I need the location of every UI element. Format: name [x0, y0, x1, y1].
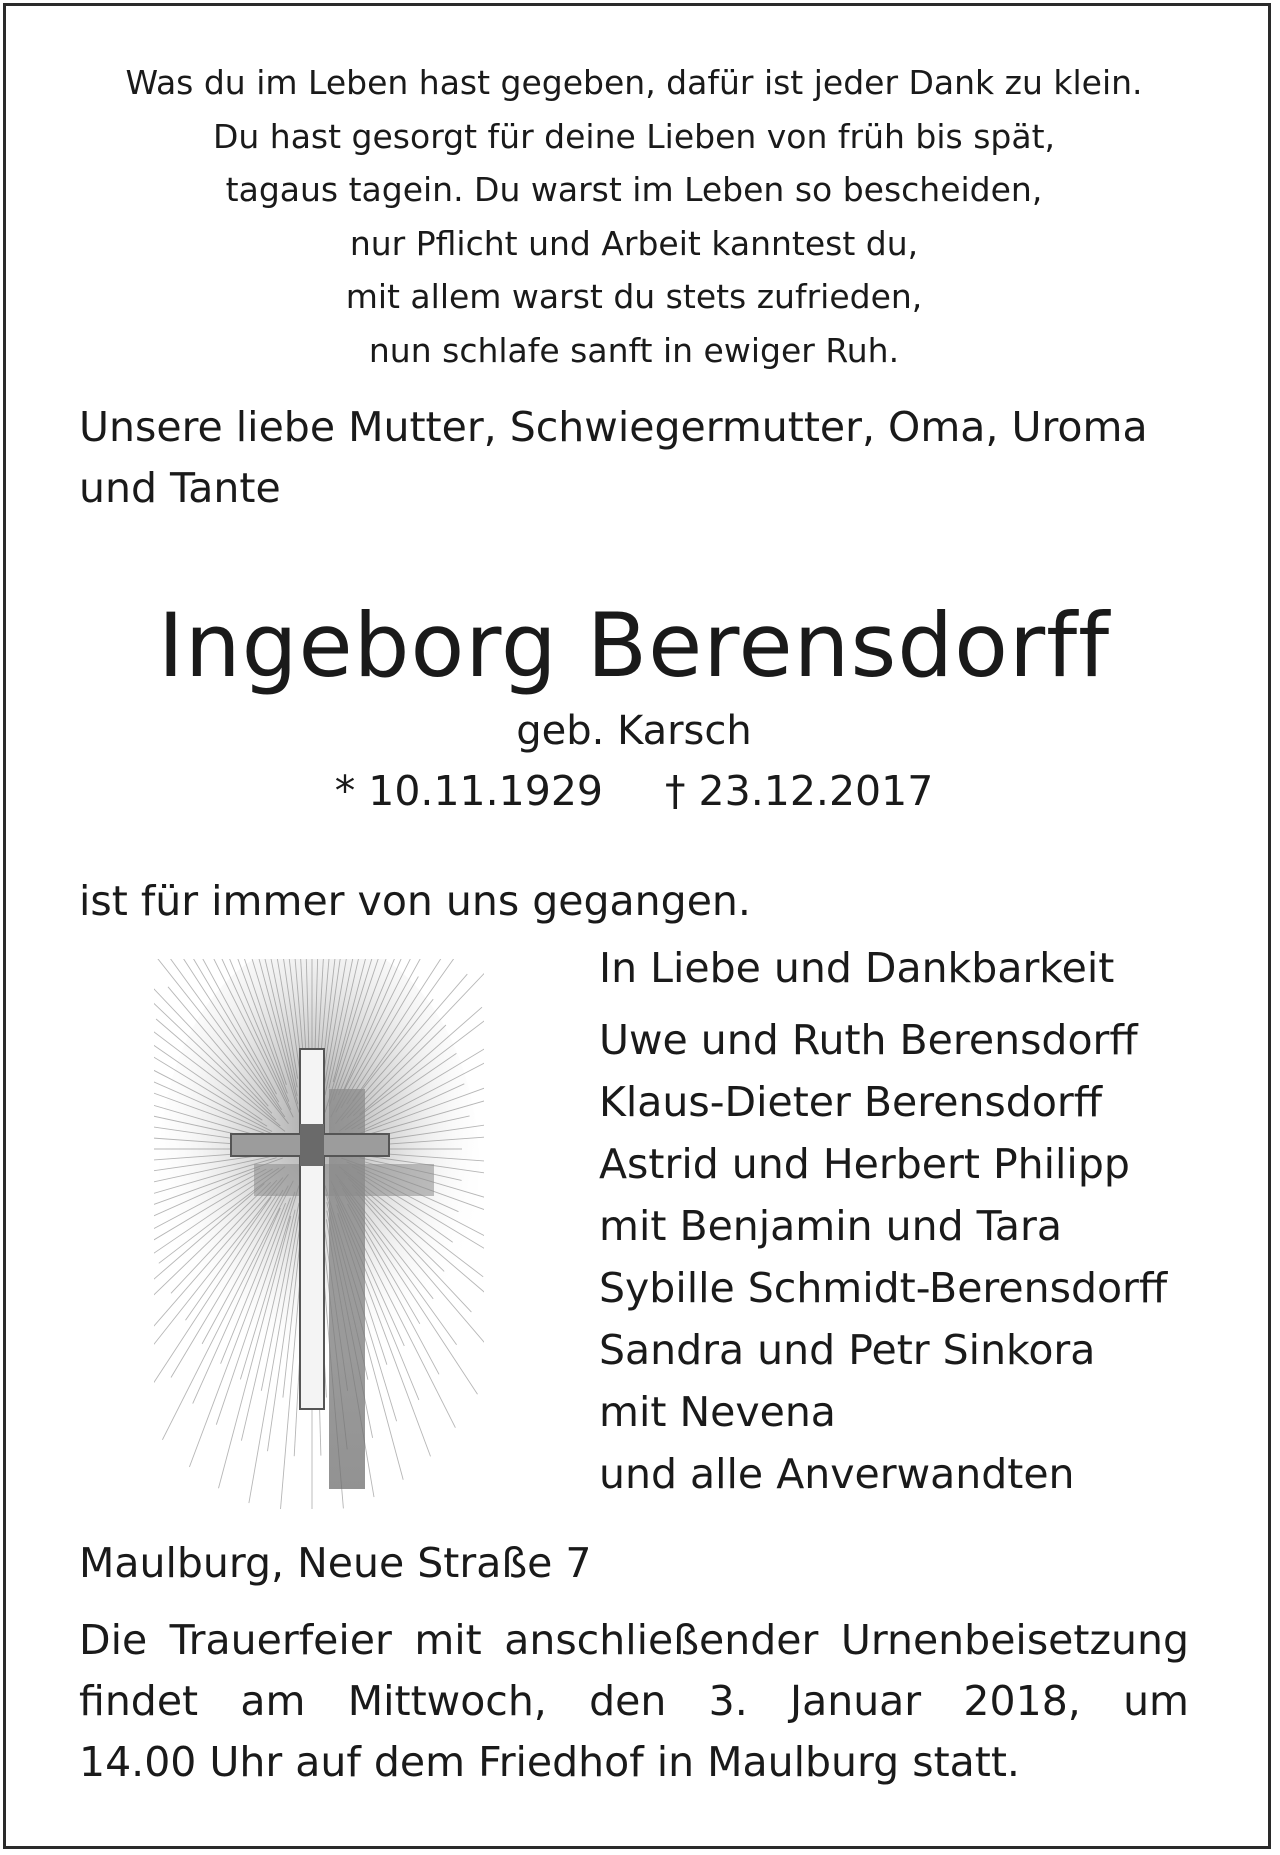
poem-line: mit allem warst du stets zufrieden, [345, 277, 923, 316]
memorial-poem [79, 56, 1189, 377]
service-line: findet am Mittwoch, den 3. Januar 2018, um [79, 1677, 1189, 1725]
birth-date: * 10.11.1929 [334, 767, 603, 815]
maiden-name: geb. Karsch [516, 708, 752, 754]
relationship-intro [79, 397, 1189, 519]
mourner-name: Sybille Schmidt-Berensdorff [599, 1264, 1168, 1312]
intro-line: Unsere liebe Mutter, Schwiegermutter, Oma, Uroma [79, 403, 1148, 451]
service-line: 14.00 Uhr auf dem Friedhof in Maulburg statt. [79, 1738, 1020, 1786]
poem-line: nun schlafe sanft in ewiger Ruh. [368, 330, 900, 370]
poem-line: nur Pflicht und Arbeit kanntest du, [349, 223, 919, 263]
death-date: † 23.12.2017 [665, 767, 934, 815]
radiant-cross-icon [154, 959, 484, 1509]
deceased-name: Ingeborg Berensdorff [157, 594, 1111, 697]
obituary-frame [3, 3, 1271, 1849]
poem-line: tagaus tagein. Du warst im Leben so bescheiden, [225, 170, 1043, 209]
obituary-content [79, 56, 1189, 1793]
poem-line: Was du im Leben hast gegeben, dafür ist jeder Dank zu klein. [125, 63, 1143, 102]
mourner-name: mit Nevena [599, 1388, 836, 1436]
mourner-name: Astrid und Herbert Philipp [599, 1140, 1130, 1188]
funeral-service-notice [79, 1610, 1189, 1793]
mourner-name: Uwe und Ruth Berensdorff [599, 1016, 1138, 1064]
mourners-section [79, 937, 1189, 1532]
passed-statement: ist für immer von uns gegangen. [79, 877, 751, 925]
family-address: Maulburg, Neue Straße 7 [79, 1539, 592, 1587]
mourner-name: und alle Anverwandten [599, 1450, 1075, 1498]
signers-list [599, 937, 1167, 1505]
poem-line: Du hast gesorgt für deine Lieben von früh bis spät, [212, 116, 1055, 156]
mourner-name: mit Benjamin und Tara [599, 1202, 1063, 1250]
gratitude-line: In Liebe und Dankbarkeit [599, 944, 1115, 992]
service-line: Die Trauerfeier mit anschließender Urnenbeisetzung [79, 1616, 1189, 1664]
intro-line: und Tante [79, 464, 281, 512]
mourner-name: Sandra und Petr Sinkora [599, 1326, 1096, 1374]
mourner-name: Klaus-Dieter Berensdorff [599, 1078, 1103, 1126]
life-dates [79, 761, 1189, 821]
